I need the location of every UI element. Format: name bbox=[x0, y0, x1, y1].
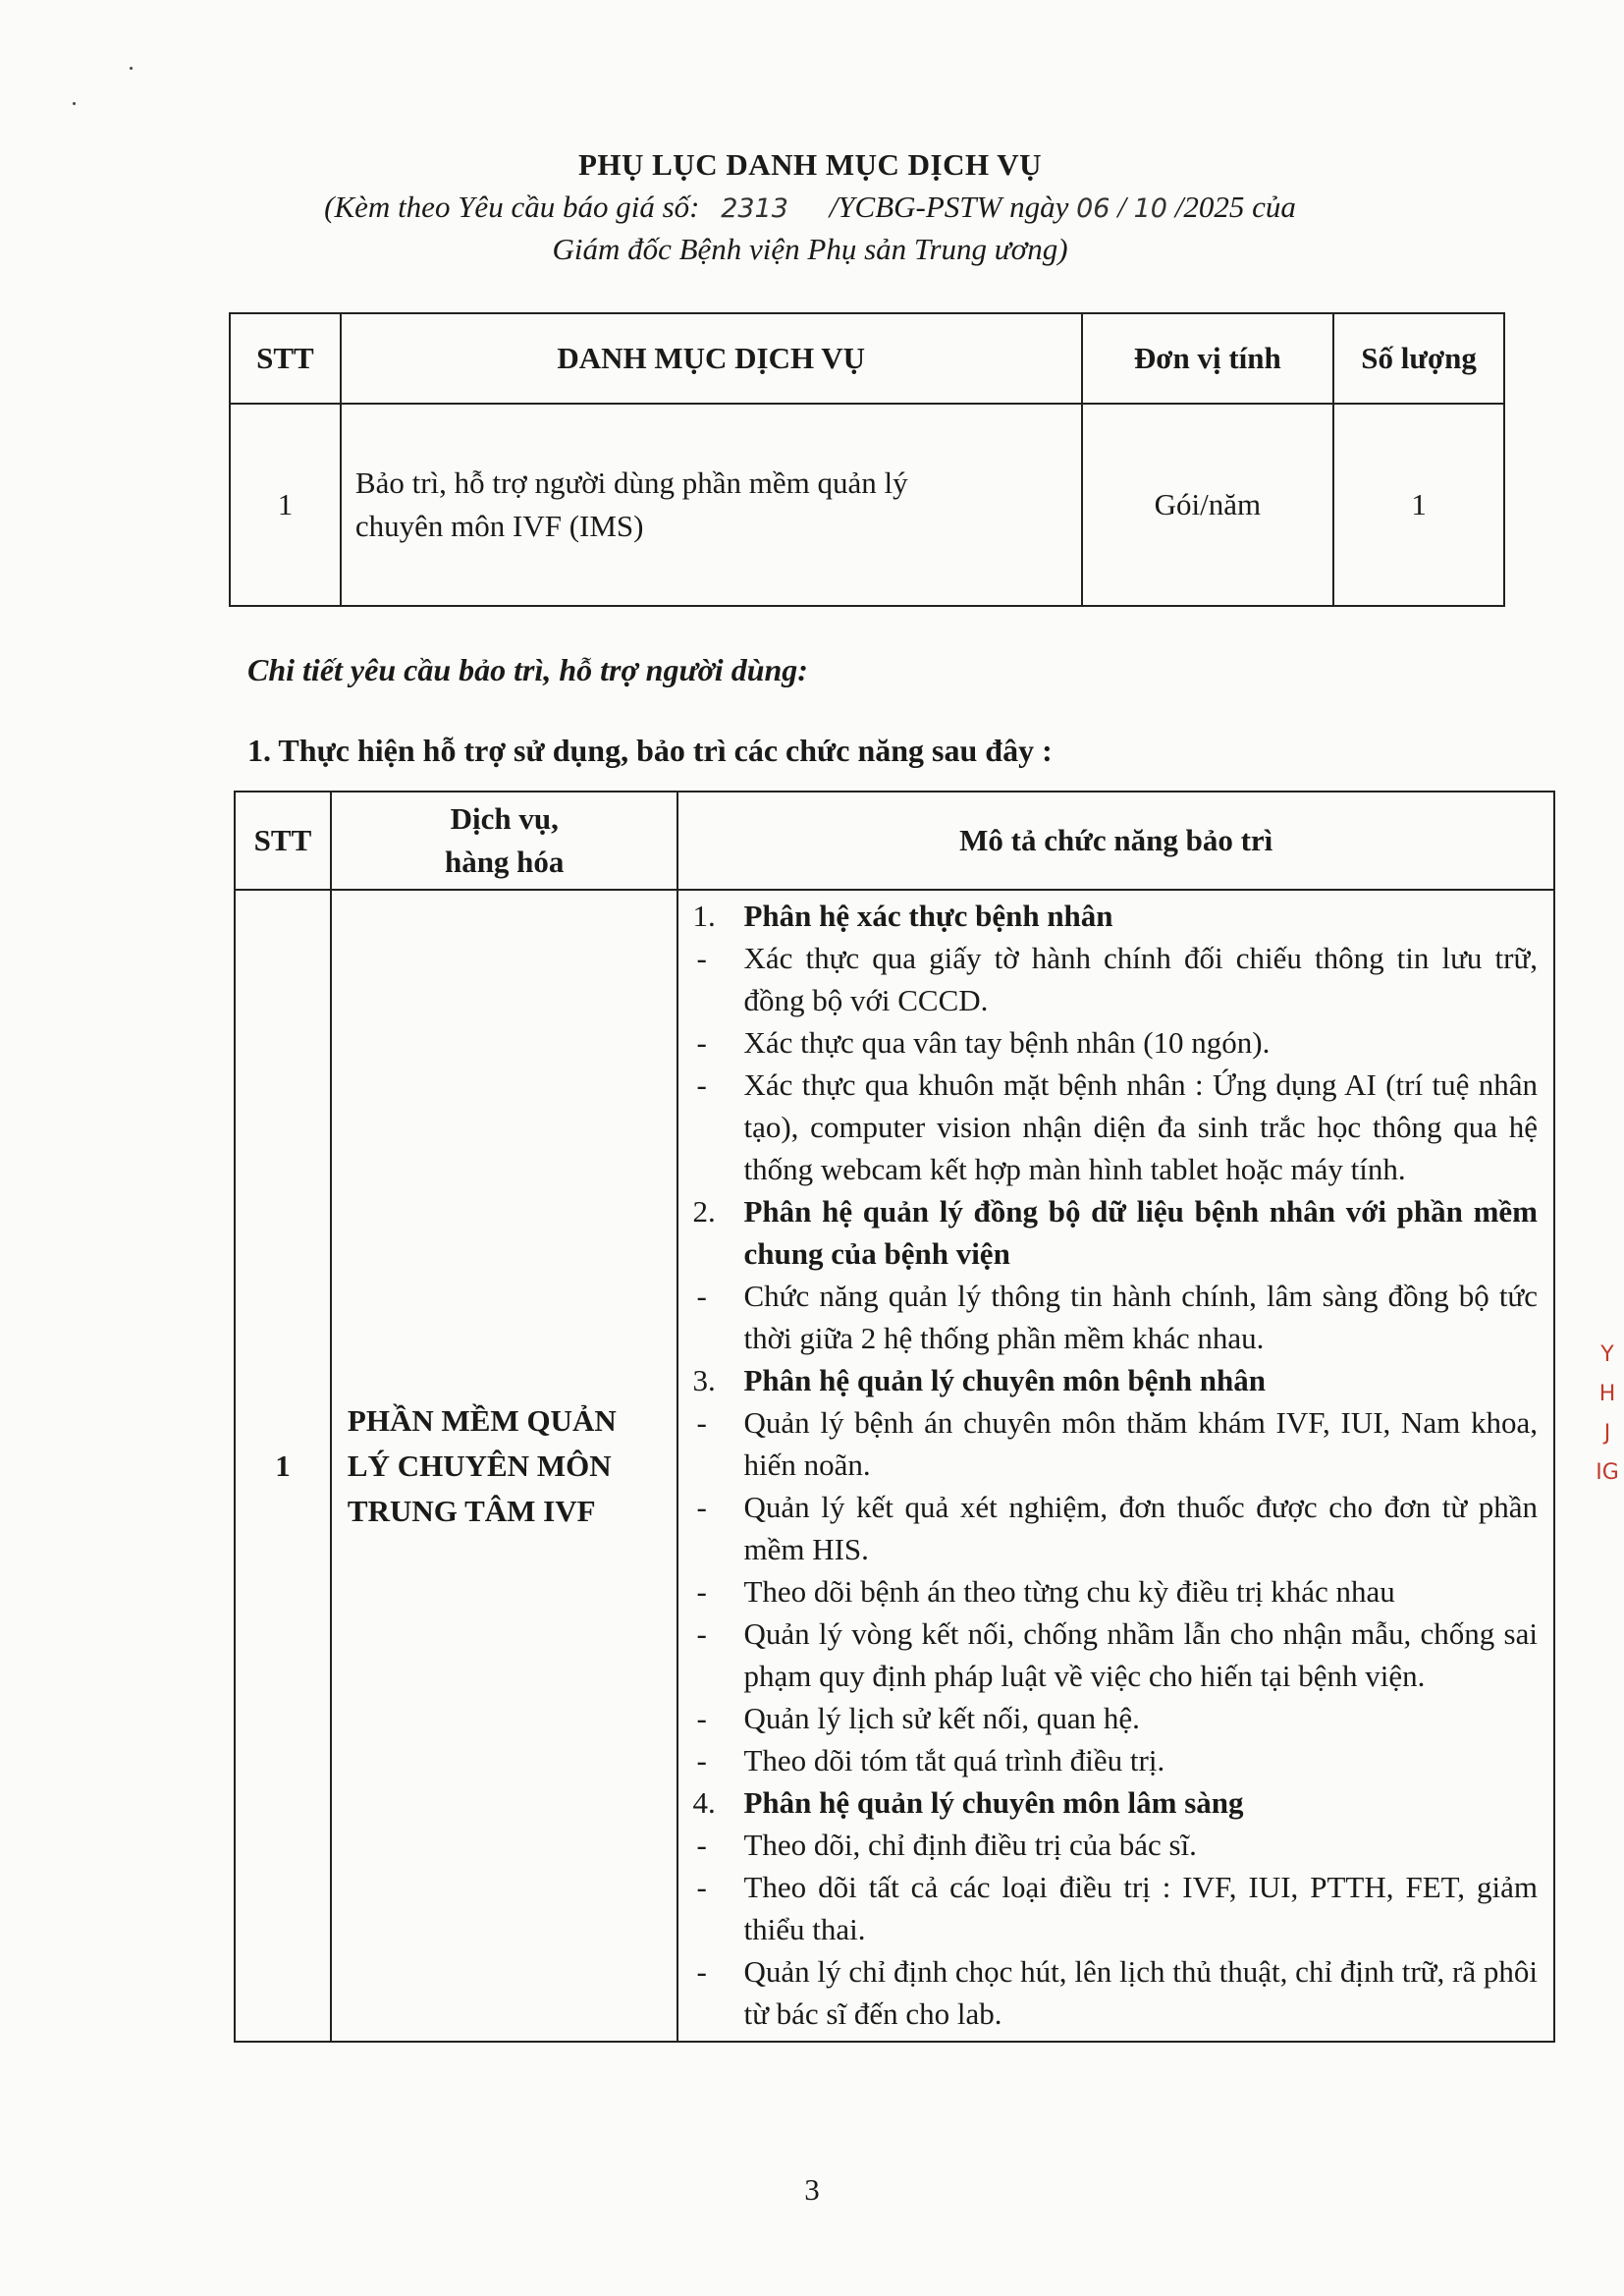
list-item: - Xác thực qua giấy tờ hành chính đối chiếu thông tin lưu trữ, đồng bộ với CCCD. bbox=[696, 941, 1538, 1017]
header-description: Mô tả chức năng bảo trì bbox=[677, 792, 1554, 890]
handwritten-day: 06 bbox=[1076, 193, 1110, 224]
maintenance-function-table bbox=[234, 791, 1555, 2043]
list-item: - Quản lý chỉ định chọc hút, lên lịch thủ thuật, chỉ định trữ, rã phôi từ bác sĩ đến cho lab. bbox=[696, 1954, 1538, 2031]
module-heading: 1. Phân hệ xác thực bệnh nhân bbox=[692, 899, 1113, 933]
module-heading: 3. Phân hệ quản lý chuyên môn bệnh nhân bbox=[692, 1363, 1266, 1397]
handwritten-month: 10 bbox=[1133, 193, 1167, 224]
list-item: - Quản lý lịch sử kết nối, quan hệ. bbox=[696, 1701, 1140, 1735]
module-heading: 4. Phân hệ quản lý chuyên môn lâm sàng bbox=[692, 1785, 1244, 1820]
header-stt: STT bbox=[230, 313, 341, 404]
document-title: PHỤ LỤC DANH MỤC DỊCH VỤ bbox=[577, 147, 1043, 182]
page-number: 3 bbox=[804, 2172, 820, 2207]
list-item: - Xác thực qua khuôn mặt bệnh nhân : Ứng dụng AI (trí tuệ nhân tạo), computer vision nhận diện đa sinh trắc học thông qua hệ thống webcam kết hợp màn hình tablet hoặc máy tính. bbox=[696, 1067, 1538, 1186]
document-subtitle-line2: Giám đốc Bệnh viện Phụ sản Trung ương) bbox=[552, 232, 1068, 266]
table-header-row bbox=[230, 313, 1504, 404]
header-unit: Đơn vị tính bbox=[1082, 313, 1334, 404]
service-list-table bbox=[229, 312, 1505, 607]
list-item: - Xác thực qua vân tay bệnh nhân (10 ngón). bbox=[696, 1025, 1271, 1060]
header-service-goods: Dịch vụ, hàng hóa bbox=[331, 792, 678, 890]
list-item: - Chức năng quản lý thông tin hành chính, lâm sàng đồng bộ tức thời giữa 2 hệ thống phần mềm khác nhau. bbox=[696, 1279, 1538, 1355]
margin-stamp-fragment: Y H J IG bbox=[1596, 1342, 1619, 1485]
cell-unit: Gói/năm bbox=[1082, 404, 1334, 606]
list-item: - Theo dõi, chỉ định điều trị của bác sĩ. bbox=[696, 1828, 1197, 1862]
header-stt: STT bbox=[235, 792, 331, 890]
list-item: - Theo dõi tất cả các loại điều trị : IVF, IUI, PTTH, FET, giảm thiểu thai. bbox=[696, 1870, 1538, 1946]
module-heading: 2. Phân hệ quản lý đồng bộ dữ liệu bệnh nhân với phần mềm chung của bệnh viện bbox=[692, 1194, 1538, 1271]
details-heading: Chi tiết yêu cầu bảo trì, hỗ trợ người dùng: bbox=[247, 652, 808, 687]
cell-service-name: PHẦN MỀM QUẢN LÝ CHUYÊN MÔN TRUNG TÂM IVF bbox=[331, 890, 678, 2042]
table-row bbox=[235, 890, 1554, 2042]
list-item: - Quản lý vòng kết nối, chống nhầm lẫn cho nhận mẫu, chống sai phạm quy định pháp luật về việc cho hiến tại bệnh viện. bbox=[696, 1616, 1538, 1693]
document-subtitle-line1: (Kèm theo Yêu cầu báo giá số: 2313 /YCBG-PSTW ngày 06 / 10 /2025 của bbox=[324, 190, 1296, 224]
list-item: - Quản lý bệnh án chuyên môn thăm khám IVF, IUI, Nam khoa, hiến noãn. bbox=[696, 1405, 1538, 1482]
cell-description bbox=[677, 890, 1554, 2042]
list-item: - Quản lý kết quả xét nghiệm, đơn thuốc được cho đơn từ phần mềm HIS. bbox=[696, 1490, 1538, 1566]
header-quantity: Số lượng bbox=[1333, 313, 1504, 404]
cell-stt: 1 bbox=[230, 404, 341, 606]
cell-service: Bảo trì, hỗ trợ người dùng phần mềm quản lý chuyên môn IVF (IMS) bbox=[341, 404, 1082, 606]
table-header-row bbox=[235, 792, 1554, 890]
list-item: - Theo dõi bệnh án theo từng chu kỳ điều trị khác nhau bbox=[696, 1574, 1395, 1609]
cell-quantity: 1 bbox=[1333, 404, 1504, 606]
scan-speck bbox=[130, 67, 133, 70]
list-item: - Theo dõi tóm tắt quá trình điều trị. bbox=[696, 1743, 1165, 1777]
section-1-heading: 1. Thực hiện hỗ trợ sử dụng, bảo trì các chức năng sau đây : bbox=[247, 733, 1053, 768]
table-row bbox=[230, 404, 1504, 606]
cell-stt: 1 bbox=[235, 890, 331, 2042]
header-service: DANH MỤC DỊCH VỤ bbox=[341, 313, 1082, 404]
scan-speck bbox=[73, 102, 76, 105]
handwritten-ref-number: 2313 bbox=[721, 193, 788, 224]
